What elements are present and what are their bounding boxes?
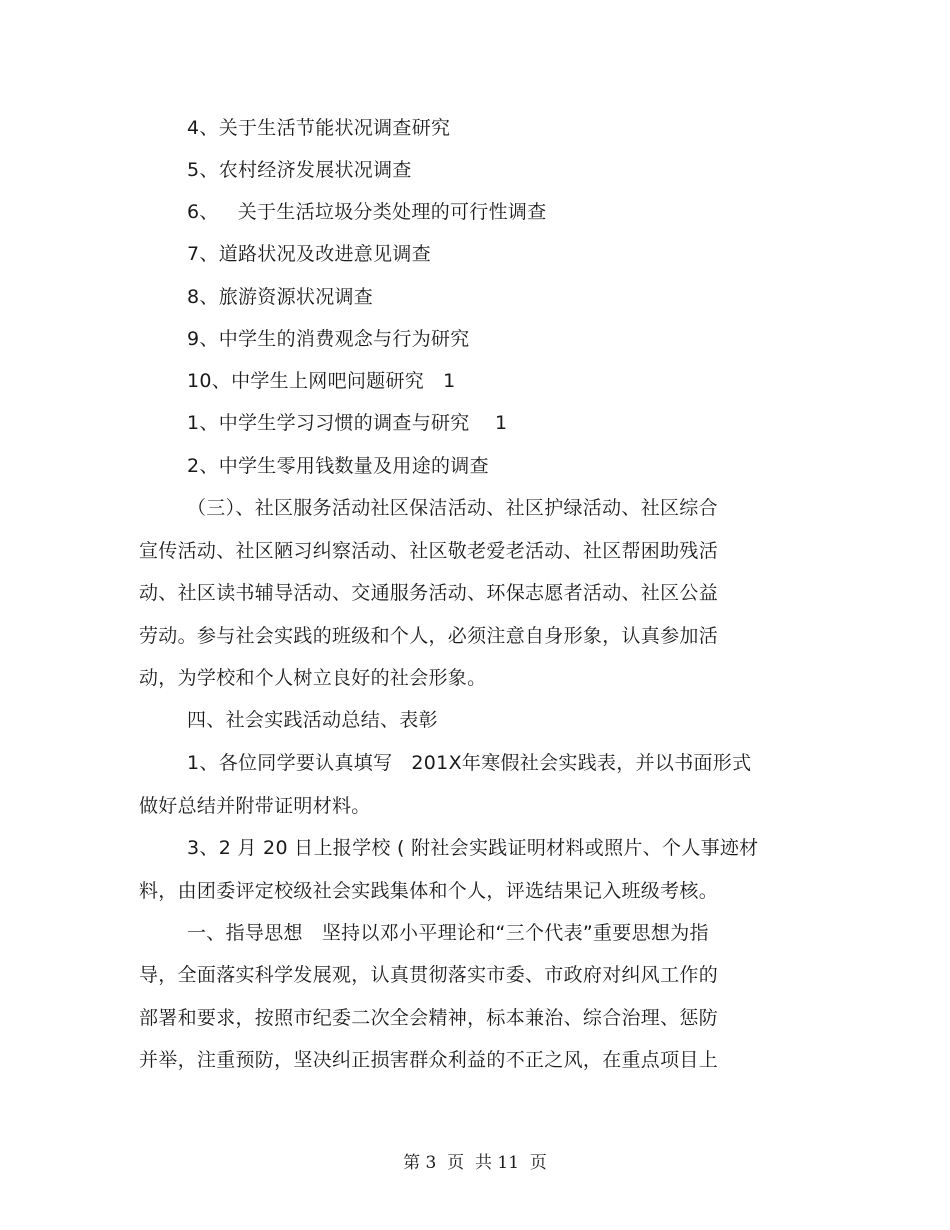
list-item: 4、关于生活节能状况调查研究 xyxy=(187,117,451,139)
paragraph-line: 动，为学校和个人树立良好的社会形象。 xyxy=(139,667,487,689)
list-item: 10、中学生上网吧问题研究 1 xyxy=(187,370,456,392)
paragraph-line: 一、指导思想 坚持以邓小平理论和“三个代表”重要思想为指 xyxy=(187,922,709,944)
list-item: 7、道路状况及改进意见调查 xyxy=(187,243,431,265)
page-number: 第 3 页 共 11 页 xyxy=(403,1153,547,1173)
paragraph-line: （三）、社区服务活动社区保洁活动、社区护绿活动、社区综合 xyxy=(187,497,718,519)
paragraph-line: 劳动。参与社会实践的班级和个人，必须注意自身形象，认真参加活 xyxy=(139,625,719,647)
paragraph-line: 宣传活动、社区陋习纠察活动、社区敬老爱老活动、社区帮困助残活 xyxy=(139,540,719,562)
paragraph-line: 1、各位同学要认真填写 201X年寒假社会实践表，并以书面形式 xyxy=(187,752,752,774)
paragraph-line: 并举，注重预防，坚决纠正损害群众利益的不正之风，在重点项目上 xyxy=(139,1049,719,1071)
list-item: 5、农村经济发展状况调查 xyxy=(187,159,412,181)
paragraph-line: 料，由团委评定校级社会实践集体和个人，评选结果记入班级考核。 xyxy=(139,880,719,902)
paragraph-line: 做好总结并附带证明材料。 xyxy=(139,795,371,817)
paragraph-line: 导，全面落实科学发展观，认真贯彻落实市委、市政府对纠风工作的 xyxy=(139,964,719,986)
paragraph-line: 部署和要求，按照市纪委二次全会精神，标本兼治、综合治理、惩防 xyxy=(139,1007,719,1029)
list-item: 2、中学生零用钱数量及用途的调查 xyxy=(187,455,489,477)
paragraph-line: 3、2 月 20 日上报学校 ( 附社会实践证明材料或照片、个人事迹材 xyxy=(187,837,759,859)
list-item: 6、 关于生活垃圾分类处理的可行性调查 xyxy=(187,201,547,223)
section-heading: 四、社会实践活动总结、表彰 xyxy=(187,709,438,731)
list-item: 9、中学生的消费观念与行为研究 xyxy=(187,328,470,350)
paragraph-line: 动、社区读书辅导活动、交通服务活动、环保志愿者活动、社区公益 xyxy=(139,582,719,604)
list-item: 8、旅游资源状况调查 xyxy=(187,286,374,308)
list-item: 1、中学生学习习惯的调查与研究 1 xyxy=(187,412,508,434)
